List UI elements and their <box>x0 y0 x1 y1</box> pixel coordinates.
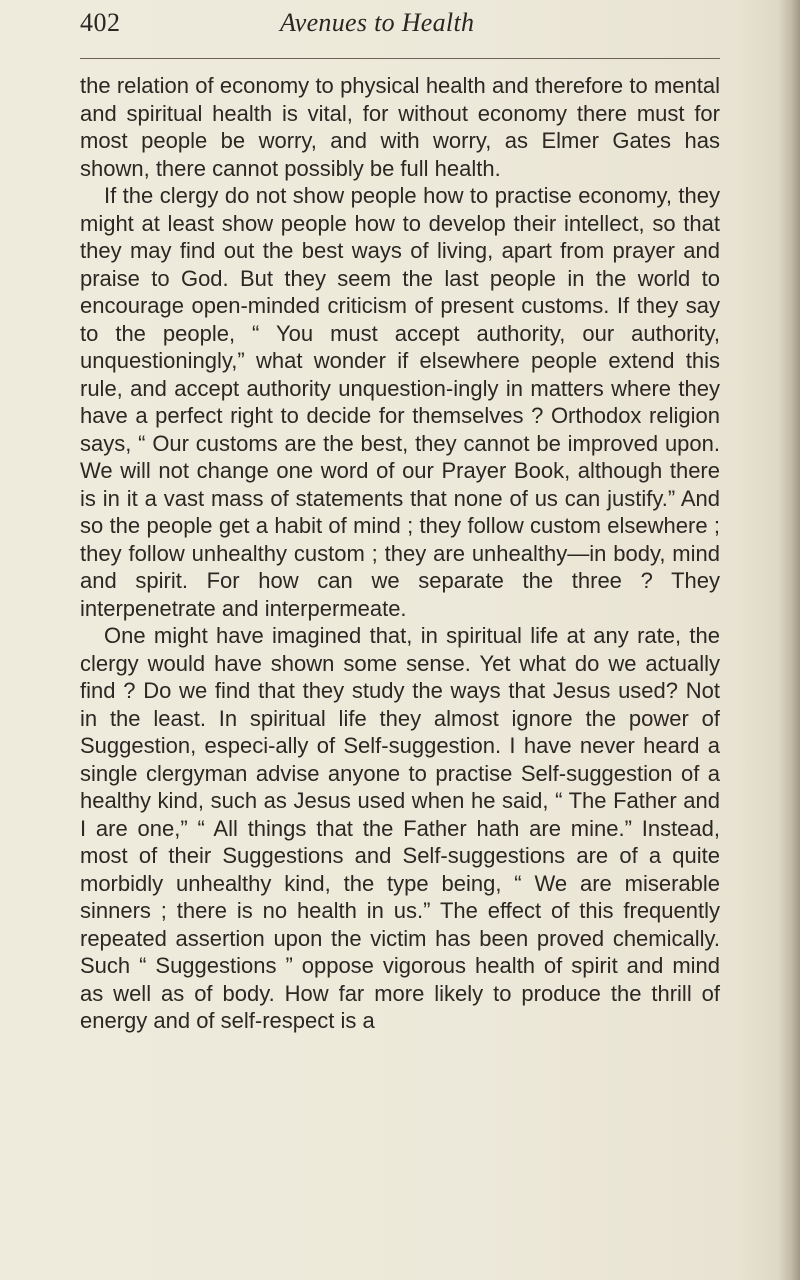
header-rule <box>80 58 720 59</box>
page-header <box>80 8 720 48</box>
page-edge-shadow <box>778 0 800 1280</box>
paragraph: If the clergy do not show people how to practise economy, they might at least show people how to develop their intellect, so that they may find out the best ways of living, apart from prayer and praise to God. But they seem the last people in the world to encourage open-minded criticism of present customs. If they say to the people, “ You must accept authority, our authority, unquestioningly,” what wonder if elsewhere people extend this rule, and accept authority unquestion-ingly in matters where they have a perfect right to decide for themselves ? Orthodox religion says, “ Our customs are the best, they cannot be improved upon. We will not change one word of our Prayer Book, although there is in it a vast mass of statements that none of us can justify.” And so the people get a habit of mind ; they follow custom elsewhere ; they follow unhealthy custom ; they are unhealthy—in body, mind and spirit. For how can we separate the three ? They interpenetrate and interpermeate. <box>80 183 720 621</box>
running-title: Avenues to Health <box>280 8 475 37</box>
paragraph: One might have imagined that, in spiritual life at any rate, the clergy would have shown some sense. Yet what do we actually find ? Do we find that they study the ways that Jesus used? Not in the least. In spiritual life they almost ignore the power of Suggestion, especi-ally of Self-suggestion. I have never heard a single clergyman advise anyone to practise Self-suggestion of a healthy kind, such as Jesus used when he said, “ The Father and I are one,” “ All things that the Father hath are mine.” Instead, most of their Suggestions and Self-suggestions are of a quite morbidly unhealthy kind, the type being, “ We are miserable sinners ; there is no health in us.” The effect of this frequently repeated assertion upon the victim has been proved chemically. Such “ Suggestions ” oppose vigorous health of spirit and mind as well as of body. How far more likely to produce the thrill of energy and of self-respect is a <box>80 623 720 1033</box>
paragraph-continued: the relation of economy to physical health and therefore to mental and spiritual health is vital, for without economy there must for most people be worry, and with worry, as Elmer Gates has shown, there cannot possibly be full health. <box>80 73 720 181</box>
body-text <box>80 72 720 1035</box>
page-number: 402 <box>80 8 121 37</box>
